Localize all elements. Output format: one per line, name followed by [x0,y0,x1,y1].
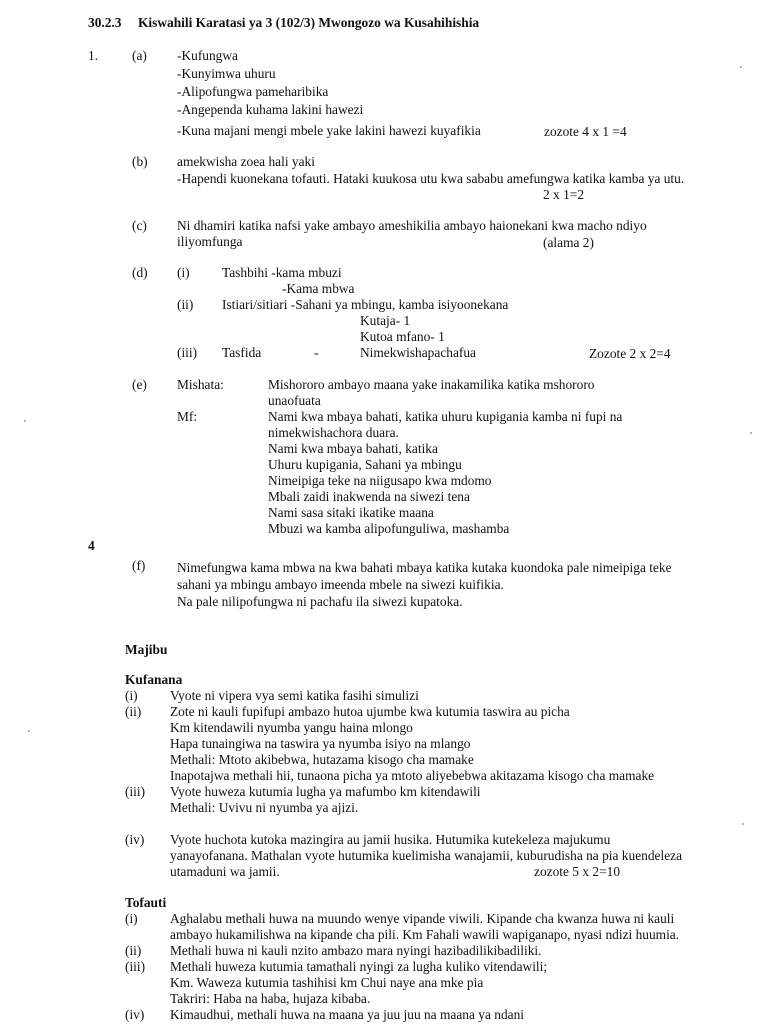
kufanana-ii-line: Km kitendawili nyumba yangu haina mlongo [170,720,413,735]
tofauti-iii-line: Takriri: Haba na haba, hujaza kibaba. [170,991,371,1006]
kufanana-ii-line: Zote ni kauli fupifupi ambazo hutoa ujumbe kwa kutumia taswira au picha [170,704,570,719]
scan-speck [28,730,30,732]
part-e-example: Nami sasa sitaki ikatike maana [268,505,434,520]
part-d-ii-text: Kutaja- 1 [360,313,411,328]
section-number: 30.2.3 [88,15,122,30]
part-e-example: Nami kwa mbaya bahati, katika uhuru kupigania kamba ni fupi na [268,409,623,424]
kufanana-i-label: (i) [125,688,138,703]
part-e-definition: unaofuata [268,393,321,408]
part-d-iii-text: Nimekwishapachafua [360,345,477,360]
kufanana-iv-line: utamaduni wa jamii. [170,864,280,879]
part-e-example: Nami kwa mbaya bahati, katika [268,441,438,456]
part-a-marks: zozote 4 x 1 =4 [544,124,627,139]
part-d-ii-text: Kutoa mfano- 1 [360,329,445,344]
part-c-marks: (alama 2) [543,235,594,250]
tofauti-ii-label: (ii) [125,943,142,958]
kufanana-iii-line: Methali: Uvivu ni nyumba ya ajizi. [170,800,359,815]
kufanana-iii-label: (iii) [125,784,146,799]
page-title: Kiswahili Karatasi ya 3 (102/3) Mwongozo wa Kusahihishia [138,15,480,30]
kufanana-ii-line: Inapotajwa methali hii, tunaona picha ya mtoto aliyebebwa akitazama kisogo cha mamake [170,768,655,783]
part-e-example: Nimeipiga teke na niigusapo kwa mdomo [268,473,492,488]
subheading-tofauti: Tofauti [125,895,167,910]
part-e-example: Uhuru kupigania, Sahani ya mbingu [268,457,462,472]
part-d-i-text: -Kama mbwa [282,281,355,296]
part-b-marks: 2 x 1=2 [543,187,585,202]
tofauti-i-line: ambayo hukamilishwa na kipande cha pili. Km Fahali wawili wapiganapo, nyasi ndizi huumia. [170,927,680,942]
tofauti-i-label: (i) [125,911,138,926]
part-c-line: Ni dhamiri katika nafsi yake ambayo ameshikilia ambayo haionekani kwa macho ndiyo [177,218,647,233]
kufanana-iii-line: Vyote huweza kutumia lugha ya mafumbo km kitendawili [170,784,481,799]
kufanana-iv-line: yanayofanana. Mathalan vyote hutumika kuelimisha wanajamii, kuburudisha na pia kuendeleza [170,848,683,863]
section-heading-majibu: Majibu [125,642,168,657]
part-d-iii-label: (iii) [177,345,198,360]
part-d-ii-label: (ii) [177,297,194,312]
part-f-line: sahani ya mbingu ambayo imeenda mbele na siwezi kuifikia. [177,577,504,592]
part-f-line: Na pale nilipofungwa ni pachafu ila siwezi kupatoka. [177,594,463,609]
part-e-mf-label: Mf: [177,409,198,424]
part-b-line: -Hapendi kuonekana tofauti. Hataki kuukosa utu kwa sababu amefungwa katika kamba ya utu. [177,171,685,186]
part-a-line: -Angependa kuhama lakini hawezi [177,102,364,117]
part-f-label: (f) [132,558,146,573]
part-a-line: -Alipofungwa pameharibika [177,84,329,99]
part-b-line: amekwisha zoea hali yaki [177,154,315,169]
kufanana-iv-line: Vyote huchota kutoka mazingira au jamii husika. Hutumika kutekeleza majukumu [170,832,611,847]
tofauti-i-line: Aghalabu methali huwa na muundo wenye vipande viwili. Kipande cha kwanza huwa ni kauli [170,911,675,926]
kufanana-ii-line: Methali: Mtoto akibebwa, hutazama kisogo cha mamake [170,752,474,767]
tofauti-iii-line: Km. Waweza kutumia tashihisi km Chui naye ana mke pia [170,975,484,990]
scan-speck [742,823,744,825]
part-e-term: Mishata: [177,377,224,392]
part-e-definition: Mishororo ambayo maana yake inakamilika katika mshororo [268,377,595,392]
part-d-iii-dash: - [314,345,319,360]
kufanana-i-text: Vyote ni vipera vya semi katika fasihi simulizi [170,688,419,703]
subheading-kufanana: Kufanana [125,672,183,687]
scan-speck [24,420,26,422]
part-d-marks: Zozote 2 x 2=4 [589,346,671,361]
kufanana-ii-line: Hapa tunaingiwa na taswira ya nyumba isiyo na mlango [170,736,471,751]
part-e-example: Mbali zaidi inakwenda na siwezi tena [268,489,470,504]
tofauti-iv-label: (iv) [125,1007,145,1022]
scan-speck [740,66,742,68]
part-a-line: -Kunyimwa uhuru [177,66,276,81]
tofauti-iii-line: Methali huweza kutumia tamathali nyingi za lugha kuliko vitendawili; [170,959,548,974]
scan-speck [750,432,752,434]
part-a-line: -Kuna majani mengi mbele yake lakini hawezi kuyafikia [177,123,481,138]
part-d-ii-text: Istiari/sitiari -Sahani ya mbingu, kamba isiyoonekana [222,297,509,312]
part-f-line: Nimefungwa kama mbwa na kwa bahati mbaya katika kutaka kuondoka pale nimeipiga teke [177,560,672,575]
tofauti-iii-label: (iii) [125,959,146,974]
part-c-line: iliyomfunga [177,234,243,249]
part-d-iii-term: Tasfida [222,345,262,360]
kufanana-iv-label: (iv) [125,832,145,847]
part-e-example: Mbuzi wa kamba alipofunguliwa, mashamba [268,521,510,536]
kufanana-ii-label: (ii) [125,704,142,719]
part-d-i-label: (i) [177,265,190,280]
tofauti-ii-text: Methali huwa ni kauli nzito ambazo mara nyingi hazibadilikibadiliki. [170,943,542,958]
question-number: 1. [88,48,99,63]
kufanana-marks: zozote 5 x 2=10 [534,864,621,879]
part-e-example: nimekwishachora duara. [268,425,399,440]
part-c-label: (c) [132,218,147,233]
part-a-line: -Kufungwa [177,48,238,63]
part-e-label: (e) [132,377,147,392]
tofauti-iv-text: Kimaudhui, methali huwa na maana ya juu juu na maana ya ndani [170,1007,524,1022]
part-d-i-text: Tashbihi -kama mbuzi [222,265,342,280]
part-b-label: (b) [132,154,148,169]
part-d-label: (d) [132,265,148,280]
part-a-label: (a) [132,48,147,63]
margin-mark: 4 [88,538,95,553]
